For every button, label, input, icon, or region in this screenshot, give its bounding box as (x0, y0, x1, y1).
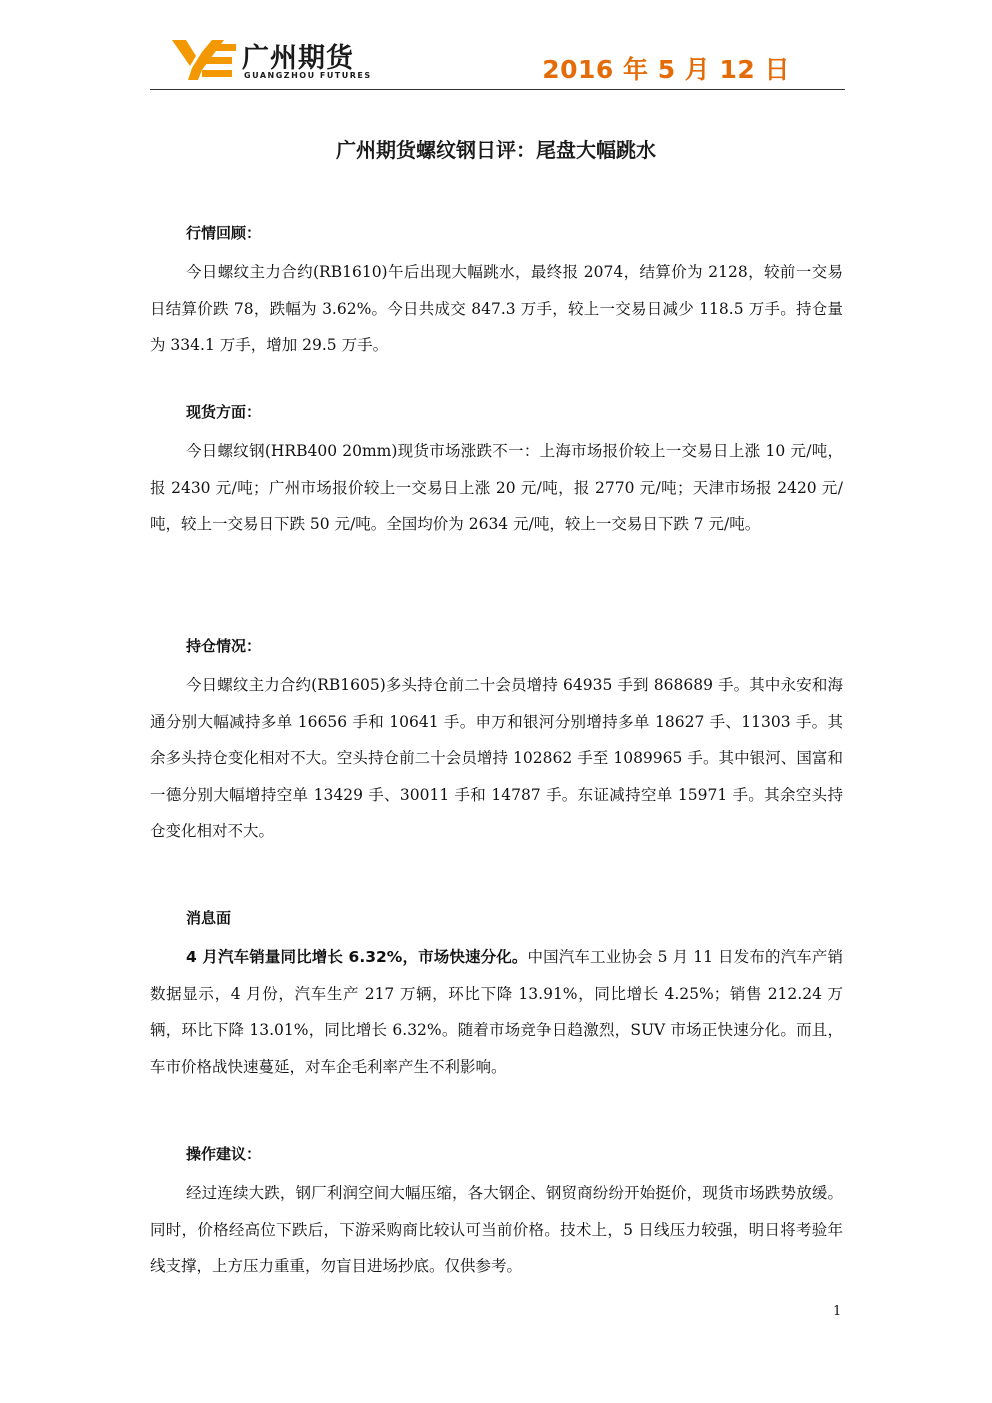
news-bold-lead: 4 月汽车销量同比增长 6.32%，市场快速分化。 (186, 948, 528, 966)
section-market-review (150, 218, 843, 364)
report-title: 广州期货螺纹钢日评：尾盘大幅跳水 (336, 138, 656, 162)
report-date: 2016 年 5 月 12 日 (542, 55, 790, 84)
page-number: 1 (833, 1304, 842, 1319)
logo-chinese-text: 广州期货 (242, 43, 354, 74)
section-paragraph (150, 939, 843, 1085)
section-heading: 操作建议： (186, 1145, 262, 1163)
section-heading: 现货方面： (186, 403, 262, 421)
header-divider (150, 89, 845, 90)
logo-mark-icon (172, 40, 236, 80)
section-paragraph: 经过连续大跌，钢厂利润空间大幅压缩，各大钢企、钢贸商纷纷开始挺价，现货市场跌势放缓。同时，价格经高位下跌后，下游采购商比较认可当前价格。技术上，5 日线压力较强，明日将考验年线支撑，上方压力重重，勿盲目进场抄底。仅供参考。 (150, 1184, 843, 1275)
section-paragraph: 今日螺纹主力合约(RB1610)午后出现大幅跳水，最终报 2074，结算价为 2128，较前一交易日结算价跌 78，跌幅为 3.62%。今日共成交 847.3 万手，较上一交易日减少 118.5 万手。持仓量为 334.1 万手，增加 29.5 万手。 (150, 263, 843, 354)
section-recommendation (150, 1139, 843, 1285)
section-paragraph: 今日螺纹钢(HRB400 20mm)现货市场涨跌不一：上海市场报价较上一交易日上涨 10 元/吨，报 2430 元/吨；广州市场报价较上一交易日上涨 20 元/吨，报 2770 元/吨；天津市场报 2420 元/吨，较上一交易日下跌 50 元/吨。全国均价为 2634 元/吨，较上一交易日下跌 7 元/吨。 (150, 442, 843, 533)
section-heading: 消息面 (186, 909, 232, 927)
section-paragraph: 今日螺纹主力合约(RB1605)多头持仓前二十会员增持 64935 手到 868689 手。其中永安和海通分别大幅减持多单 16656 手和 10641 手。申万和银河分别增持多单 18627 手、11303 手。其余多头持仓变化相对不大。空头持仓前二十会员增持 102862 手至 1089965 手。其中银河、国富和一德分别大幅增持空单 13429 手、30011 手和 14787 手。东证减持空单 15971 手。其余空头持仓变化相对不大。 (150, 676, 843, 840)
section-news (150, 903, 843, 1085)
logo-english-text: GUANGZHOU FUTURES (244, 71, 372, 80)
news-body: 中国汽车工业协会 5 月 11 日发布的汽车产销数据显示，4 月份，汽车生产 217 万辆，环比下降 13.91%，同比增长 4.25%；销售 212.24 万辆，环比下降 13.01%，同比增长 6.32%。随着市场竞争日趋激烈，SUV 市场正快速分化。而且，车市价格战快速蔓延，对车企毛利率产生不利影响。 (150, 948, 843, 1076)
section-positions (150, 631, 843, 850)
page-header (150, 30, 845, 92)
section-heading: 持仓情况： (186, 637, 262, 655)
section-spot-market (150, 397, 843, 543)
company-logo (172, 36, 382, 86)
section-heading: 行情回顾： (186, 224, 262, 242)
